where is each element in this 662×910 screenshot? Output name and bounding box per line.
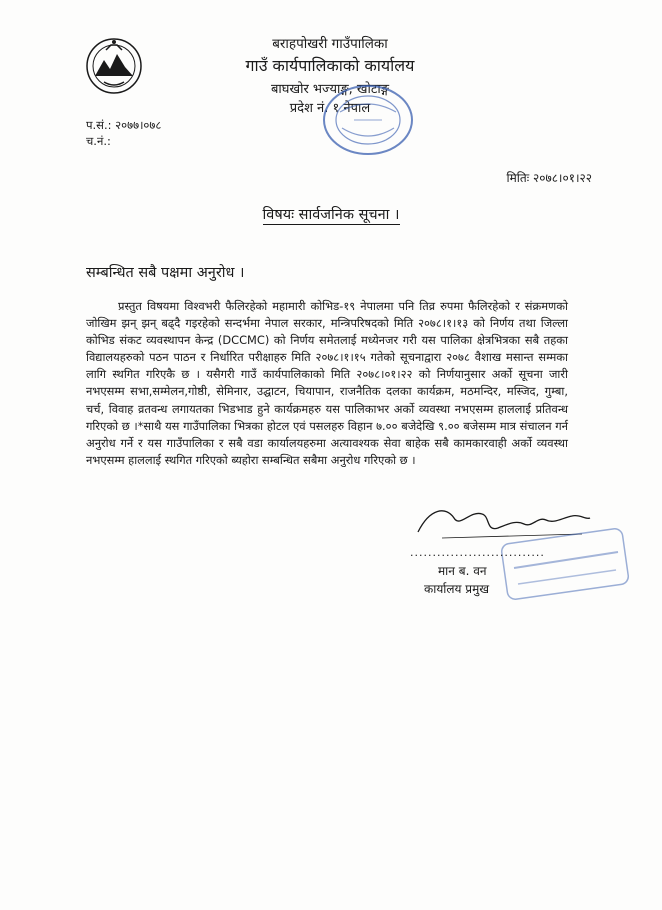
reference-number: प.सं.: २०७७।०७८ <box>86 118 162 132</box>
province-line: प्रदेश नं. १ नेपाल <box>289 101 371 116</box>
office-name: गाउँ कार्यपालिकाको कार्यालय <box>245 56 415 75</box>
signature-line: .............................. <box>410 546 545 559</box>
signatory-role: कार्यालय प्रमुख <box>424 582 490 596</box>
signatory-name: मान ब. वन <box>438 564 487 578</box>
salutation: सम्बन्धित सबै पक्षमा अनुरोध । <box>86 265 245 281</box>
dispatch-number: च.नं.: <box>86 134 111 148</box>
notice-body: प्रस्तुत विषयमा विश्वभरी फैलिरहेको महामारी कोभिड-१९ नेपालमा पनि तिव्र रुपमा फैलिरहेको र संक्रमणको जोखिम झन् झन् बढ्दै गइरहेको सन्दर्भमा नेपाल सरकार, मन्त्रिपरिषदको मिति २०७८।१।१३ को निर्णय तथा जिल्ला कोभिड संकट व्यवस्थापन केन्द्र (DCCMC) को निर्णय समेतलाई मध्येनजर गरी यस पालिका क्षेत्रभित्रका सबै तहका विद्यालयहरुको पठन पाठन र निर्धारित परीक्षाहरु मिति २०७८।१।१५ गतेको सूचनाद्वारा २०७८ वैशाख मसान्त सम्मका लागि स्थगित गरिएकै छ । यसैगरी गाउँ कार्यपालिकाको मिति २०७८।०१।२२ को निर्णयानुसार अर्को सूचना जारी नभएसम्म सभा,सम्मेलन,गोष्ठी, सेमिनार, उद्घाटन, चियापान, राजनैतिक दलका कार्यक्रम, मठमन्दिर, मस्जिद, गुम्बा, चर्च, विवाह व्रतवन्ध लगायतका भिडभाड हुने कार्यक्रमहरु यस पालिकाभर अर्को व्यवस्था नभएसम्म हाललाई प्रतिवन्ध गरिएको छ ।*साथै यस गाउँपालिका भित्रका होटल एवं पसलहरु विहान ७.०० बजेदेखि ९.०० बजेसम्म मात्र संचालन गर्न अनुरोध गर्ने र यस गाउँपालिका र सबै वडा कार्यालयहरुमा अत्यावश्यक सेवा बाहेक सबै कामकारवाही अर्को व्यवस्था नभएसम्म हाललाई स्थगित गरिएको ब्यहोरा सम्बन्धित सबैमा अनुरोध गरिएको छ । <box>86 299 568 467</box>
nepal-emblem-icon <box>84 36 144 96</box>
subject-text: विषयः सार्वजनिक सूचना । <box>262 207 400 223</box>
officer-stamp-icon <box>500 528 630 600</box>
letter-date: मितिः २०७८।०१।२२ <box>506 171 592 185</box>
municipality-name: बराहपोखरी गाउँपालिका <box>272 36 388 52</box>
subject-line <box>0 204 662 224</box>
office-address: बाघखोर भज्याङ्ग, खोटाङ्ग <box>270 82 390 97</box>
office-stamp-icon <box>320 82 416 158</box>
